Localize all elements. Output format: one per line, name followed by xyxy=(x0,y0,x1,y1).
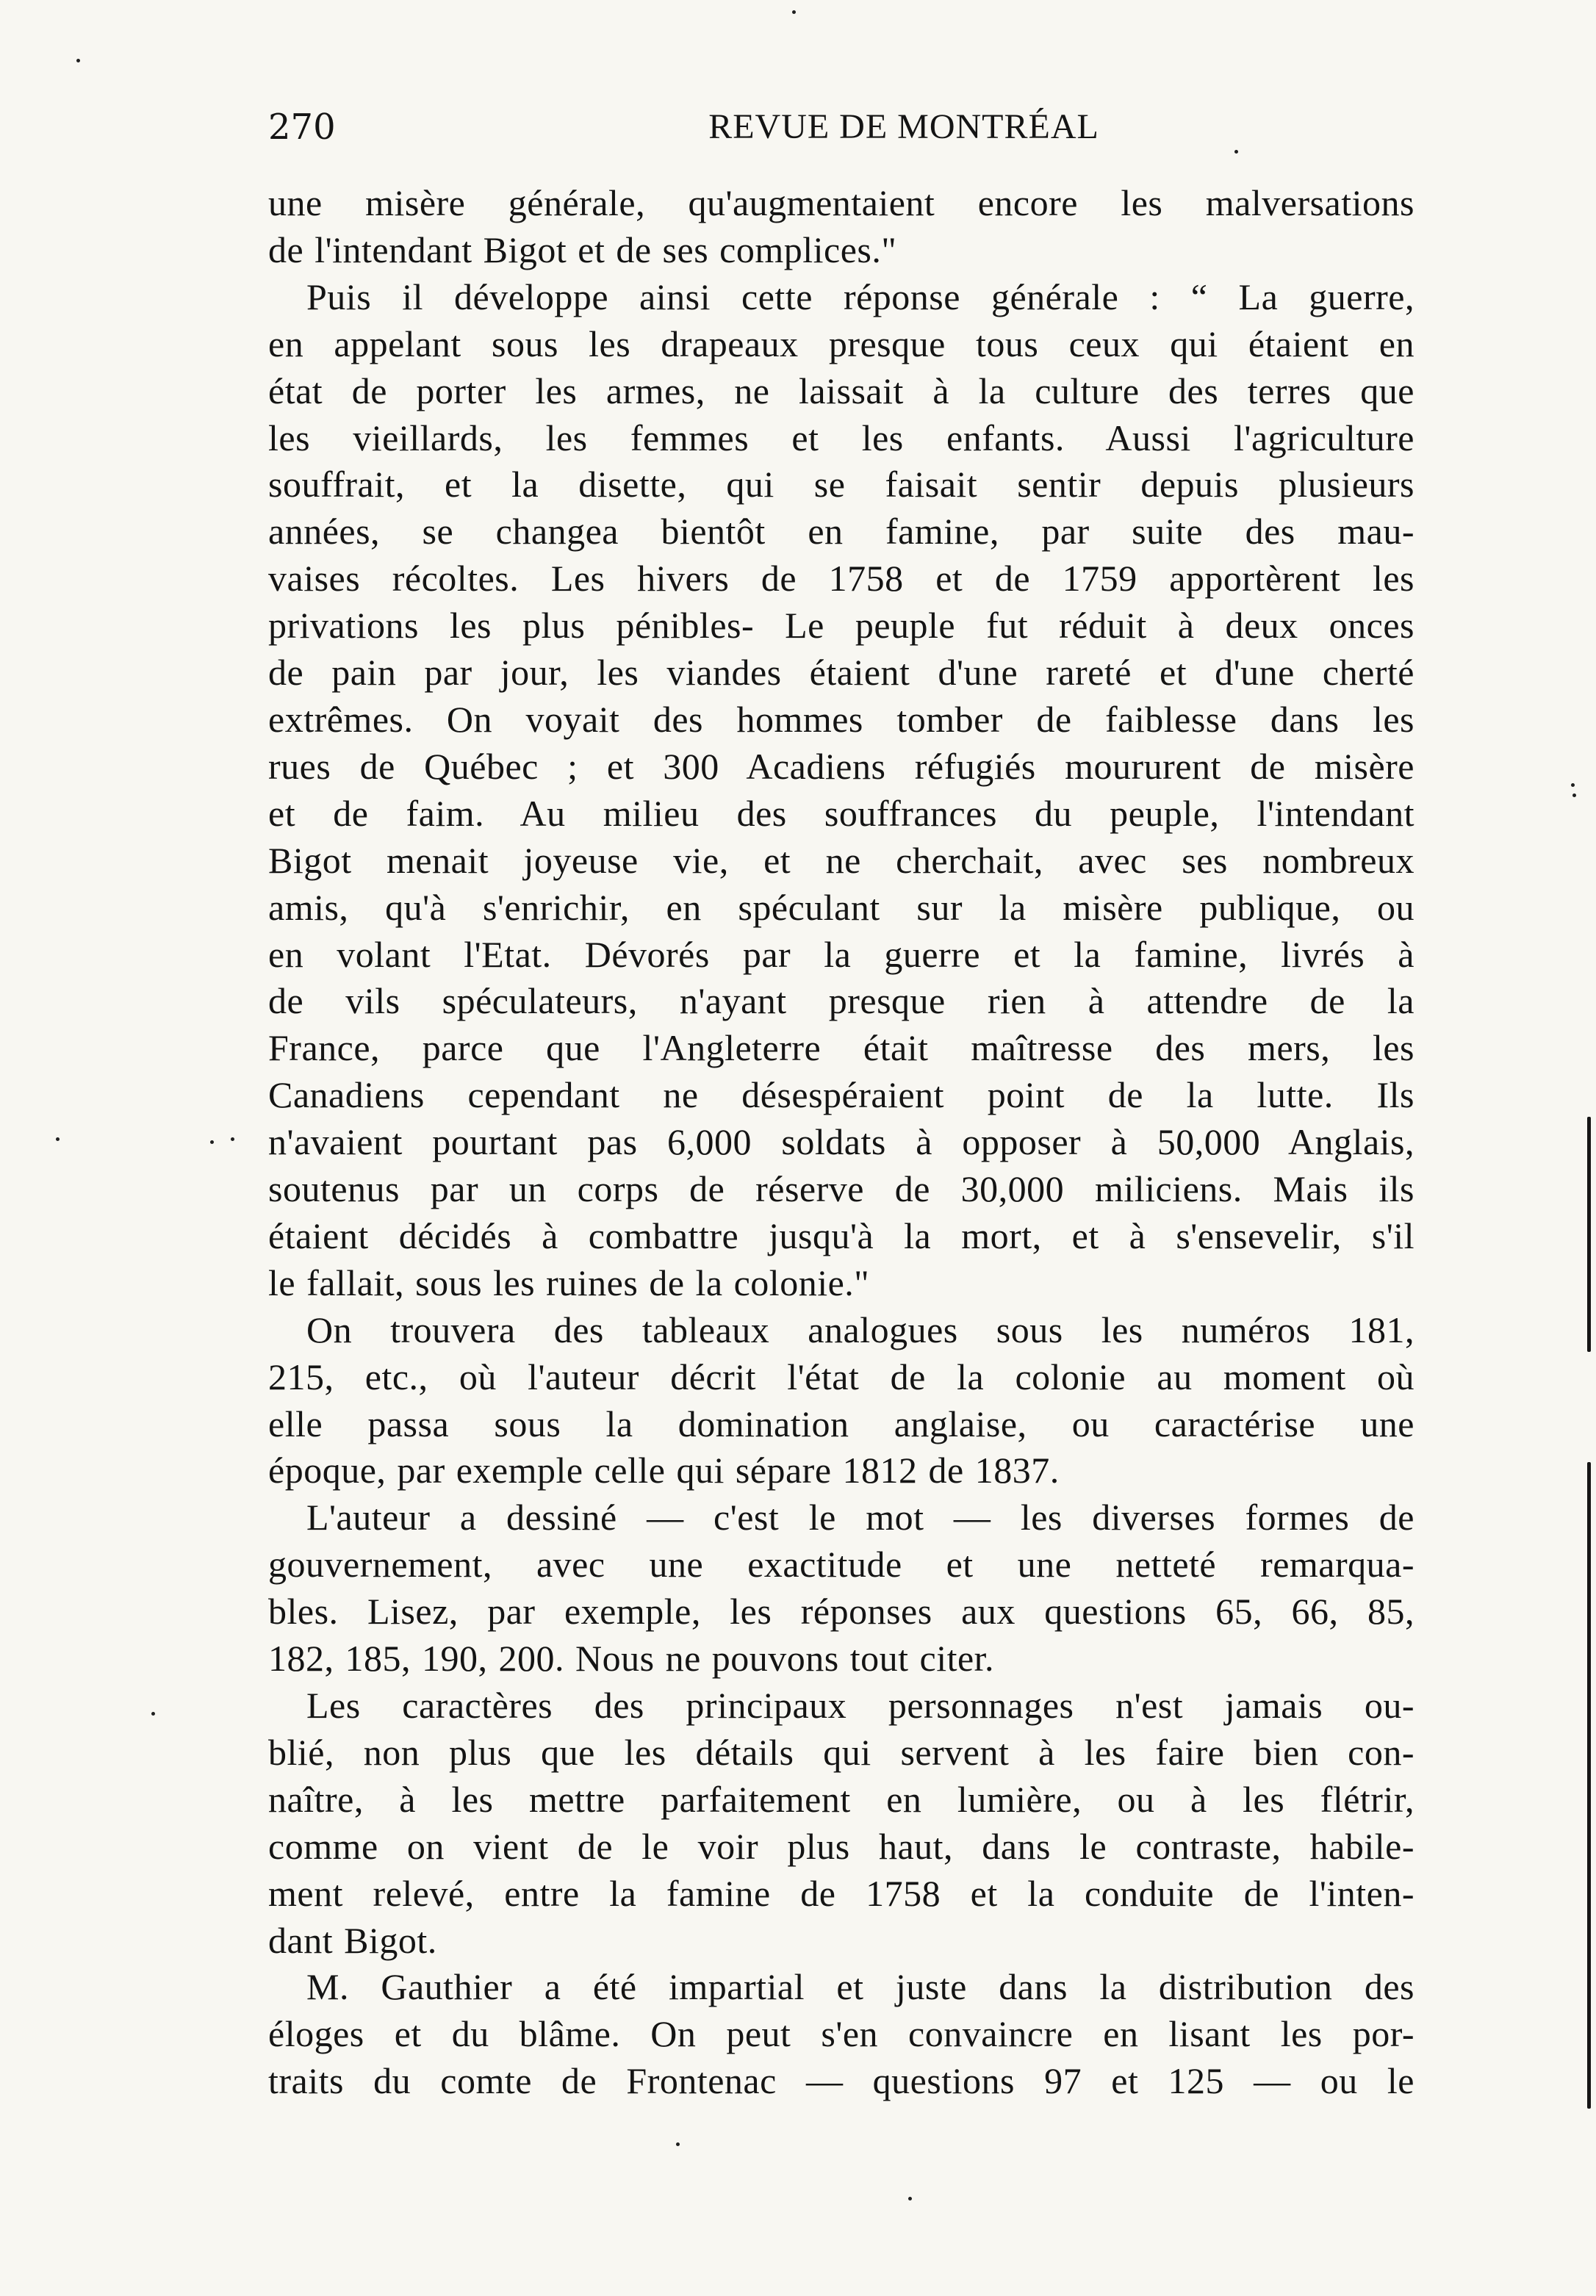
text-line: n'avaient pourtant pas 6,000 soldats à opposer à 50,000 Anglais, xyxy=(268,1121,1415,1163)
scan-speck xyxy=(792,10,796,14)
text-line: L'auteur a dessiné — c'est le mot — les diverses formes de xyxy=(306,1497,1415,1539)
text-line: vaises récoltes. Les hivers de 1758 et de 1759 apportèrent les xyxy=(268,558,1415,600)
text-line: en appelant sous les drapeaux presque tous ceux qui étaient en xyxy=(268,323,1415,364)
scan-speck xyxy=(1571,783,1575,787)
text-line: de vils spéculateurs, n'ayant presque rien à attendre de la xyxy=(268,980,1415,1022)
text-line: ment relevé, entre la famine de 1758 et la conduite de l'inten- xyxy=(268,1872,1415,1914)
scan-speck xyxy=(76,59,80,62)
scan-speck xyxy=(231,1137,234,1141)
text-line: soutenus par un corps de réserve de 30,000 miliciens. Mais ils xyxy=(268,1168,1415,1210)
scan-speck xyxy=(210,1140,214,1144)
text-line: comme on vient de le voir plus haut, dans le contraste, habile- xyxy=(268,1825,1415,1867)
paragraph xyxy=(268,1494,1415,1683)
text-line: France, parce que l'Angleterre était maîtresse des mers, les xyxy=(268,1027,1415,1069)
paragraph xyxy=(268,274,1415,1307)
text-line: M. Gauthier a été impartial et juste dans la distribution des xyxy=(306,1966,1415,2008)
scan-edge-mark xyxy=(1587,1462,1591,2109)
paragraph xyxy=(268,1964,1415,2105)
text-line: Les caractères des principaux personnages n'est jamais ou- xyxy=(306,1685,1415,1726)
text-line: de l'intendant Bigot et de ses complices." xyxy=(268,228,897,270)
paragraph xyxy=(268,1307,1415,1495)
text-line: amis, qu'à s'enrichir, en spéculant sur la misère publique, ou xyxy=(268,886,1415,928)
paragraph xyxy=(268,180,1415,274)
text-line: souffrait, et la disette, qui se faisait sentir depuis plusieurs xyxy=(268,464,1415,505)
scan-speck xyxy=(908,2197,912,2200)
text-line: et de faim. Au milieu des souffrances du peuple, l'intendant xyxy=(268,792,1415,834)
text-line: traits du comte de Frontenac — questions 97 et 125 — ou le xyxy=(268,2060,1415,2102)
text-line: époque, par exemple celle qui sépare 1812 de 1837. xyxy=(268,1450,1060,1491)
text-line: éloges et du blâme. On peut s'en convaincre en lisant les por- xyxy=(268,2013,1415,2055)
text-line: étaient décidés à combattre jusqu'à la mort, et à s'ensevelir, s'il xyxy=(268,1214,1415,1256)
scan-speck xyxy=(1572,793,1576,797)
text-line: dant Bigot. xyxy=(268,1919,437,1961)
text-line: On trouvera des tableaux analogues sous les numéros 181, xyxy=(306,1309,1415,1350)
text-line: de pain par jour, les viandes étaient d'une rareté et d'une cherté xyxy=(268,652,1415,694)
text-line: Puis il développe ainsi cette réponse générale : “ La guerre, xyxy=(306,276,1415,317)
text-line: elle passa sous la domination anglaise, ou caractérise une xyxy=(268,1403,1415,1444)
page-header xyxy=(268,101,1415,153)
text-line: rues de Québec ; et 300 Acadiens réfugiés moururent de misère xyxy=(268,745,1415,787)
scan-speck xyxy=(151,1712,155,1716)
text-line: les vieillards, les femmes et les enfants. Aussi l'agriculture xyxy=(268,417,1415,458)
text-line: gouvernement, avec une exactitude et une netteté remarqua- xyxy=(268,1544,1415,1586)
scan-speck xyxy=(1234,150,1238,154)
running-head: REVUE DE MONTRÉAL xyxy=(708,107,1099,146)
text-line: blié, non plus que les détails qui servent à les faire bien con- xyxy=(268,1731,1415,1773)
body-text xyxy=(268,180,1415,2105)
text-line: le fallait, sous les ruines de la colonie." xyxy=(268,1262,870,1303)
paragraph xyxy=(268,1683,1415,1964)
text-line: bles. Lisez, par exemple, les réponses aux questions 65, 66, 85, xyxy=(268,1591,1415,1633)
text-line: en volant l'Etat. Dévorés par la guerre et la famine, livrés à xyxy=(268,933,1415,975)
text-line: années, se changea bientôt en famine, par suite des mau- xyxy=(268,511,1415,553)
text-line: Canadiens cependant ne désespéraient point de la lutte. Ils xyxy=(268,1074,1415,1116)
text-line: naître, à les mettre parfaitement en lumière, ou à les flétrir, xyxy=(268,1778,1415,1820)
text-line: privations les plus pénibles- Le peuple fut réduit à deux onces xyxy=(268,605,1415,647)
scan-edge-mark xyxy=(1587,1117,1591,1352)
scan-speck xyxy=(676,2142,680,2146)
text-line: 215, etc., où l'auteur décrit l'état de la colonie au moment où xyxy=(268,1356,1415,1397)
text-line: état de porter les armes, ne laissait à la culture des terres que xyxy=(268,370,1415,411)
text-line: une misère générale, qu'augmentaient encore les malversations xyxy=(268,182,1415,223)
text-line: extrêmes. On voyait des hommes tomber de faiblesse dans les xyxy=(268,698,1415,740)
text-line: 182, 185, 190, 200. Nous ne pouvons tout citer. xyxy=(268,1638,995,1680)
page-number: 270 xyxy=(268,107,336,148)
scan-speck xyxy=(56,1137,60,1141)
text-line: Bigot menait joyeuse vie, et ne cherchait, avec ses nombreux xyxy=(268,839,1415,881)
